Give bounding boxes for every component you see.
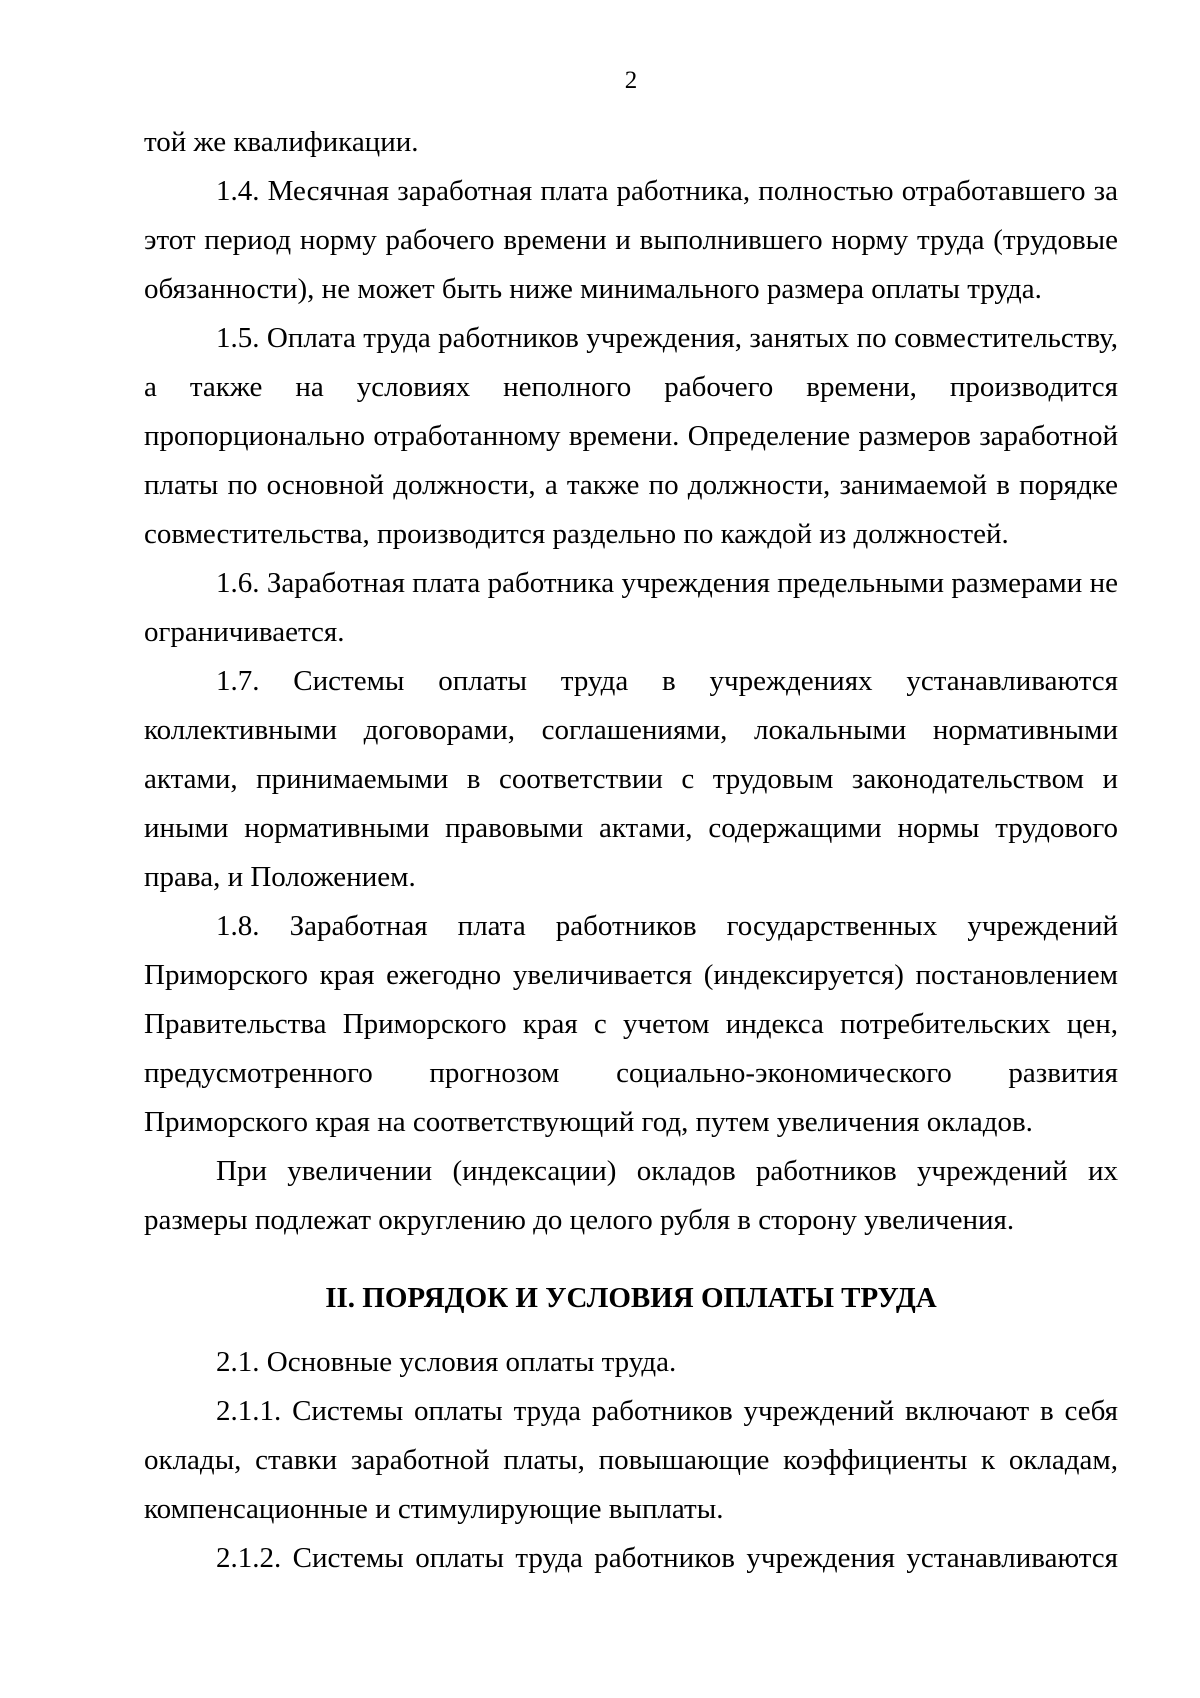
section-2-heading: II. ПОРЯДОК И УСЛОВИЯ ОПЛАТЫ ТРУДА [325, 1282, 937, 1314]
paragraph: При увеличении (индексации) окладов работников учреждений их размеры подлежат округлению до целого рубля в сторону увеличения. [144, 1155, 1118, 1236]
paragraph: 2.1.2. Системы оплаты труда работников учреждения устанавливаются [216, 1542, 1118, 1574]
paragraph: 1.8. Заработная плата работников государственных учреждений Приморского края ежегодно увеличивается (индексируется) постановлением Правительства Приморского края с учетом индекса потребительских цен, предусмотренного прогнозом социально-экономического развития Приморского края на соответствующий год, путем увеличения окладов. [144, 910, 1118, 1138]
paragraph: 1.7. Системы оплаты труда в учреждениях устанавливаются коллективными договорами, соглашениями, локальными нормативными актами, принимаемыми в соответствии с трудовым законодательством и иными нормативными правовыми актами, содержащими нормы трудового права, и Положением. [144, 665, 1118, 893]
paragraph: той же квалификации. [144, 126, 419, 158]
paragraph: 1.6. Заработная плата работника учреждения предельными размерами не ограничивается. [144, 567, 1118, 648]
paragraph: 1.4. Месячная заработная плата работника, полностью отработавшего за этот период норму рабочего времени и выполнившего норму труда (трудовые обязанности), не может быть ниже минимального размера оплаты труда. [144, 175, 1118, 305]
paragraph: 2.1.1. Системы оплаты труда работников учреждений включают в себя оклады, ставки заработной платы, повышающие коэффициенты к окладам, компенсационные и стимулирующие выплаты. [144, 1395, 1118, 1525]
paragraph: 1.5. Оплата труда работников учреждения, занятых по совместительству, а также на условиях неполного рабочего времени, производится пропорционально отработанному времени. Определение размеров заработной платы по основной должности, а также по должности, занимаемой в порядке совместительства, производится раздельно по каждой из должностей. [144, 322, 1118, 550]
document-body [144, 118, 1118, 1583]
page-number: 2 [624, 67, 638, 94]
section-2-paragraphs [144, 1338, 1118, 1583]
paragraph: 2.1. Основные условия оплаты труда. [216, 1346, 677, 1378]
section-1-paragraphs [144, 118, 1118, 1245]
